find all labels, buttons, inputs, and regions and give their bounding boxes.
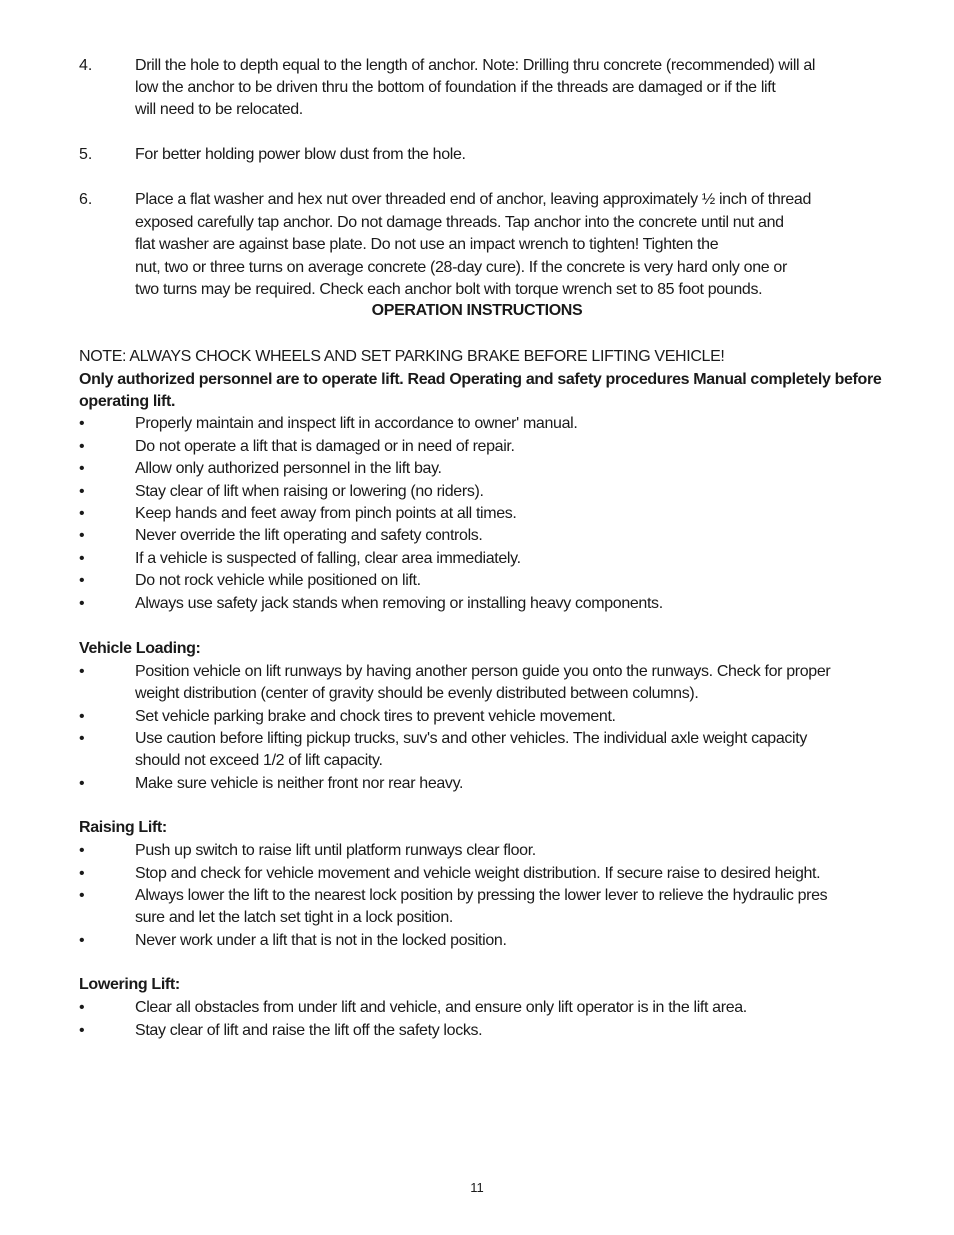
bullet-icon: •: [79, 595, 85, 612]
step-text: will need to be relocated.: [135, 101, 303, 118]
bullet-icon: •: [79, 775, 85, 792]
step-number: 5.: [79, 146, 93, 163]
bullet-icon: •: [79, 460, 85, 477]
list-item: Allow only authorized personnel in the lift bay.: [135, 460, 442, 477]
list-item: If a vehicle is suspected of falling, clear area immediately.: [135, 550, 521, 567]
list-item: Clear all obstacles from under lift and vehicle, and ensure only lift operator is in the lift area.: [135, 999, 747, 1016]
list-item: sure and let the latch set tight in a lock position.: [135, 909, 453, 926]
list-item: weight distribution (center of gravity should be evenly distributed between columns).: [135, 685, 699, 702]
list-item: Stay clear of lift and raise the lift off the safety locks.: [135, 1022, 483, 1039]
bullet-icon: •: [79, 842, 85, 859]
list-item: should not exceed 1/2 of lift capacity.: [135, 752, 383, 769]
list-item: Stay clear of lift when raising or lowering (no riders).: [135, 483, 484, 500]
step-text: flat washer are against base plate. Do not use an impact wrench to tighten! Tighten the: [135, 236, 719, 253]
bullet-icon: •: [79, 527, 85, 544]
list-item: Properly maintain and inspect lift in accordance to owner' manual.: [135, 415, 578, 432]
bullet-icon: •: [79, 572, 85, 589]
bullet-icon: •: [79, 415, 85, 432]
page-number: 11: [470, 1180, 484, 1195]
bullet-icon: •: [79, 887, 85, 904]
bullet-icon: •: [79, 438, 85, 455]
subsection-heading: Vehicle Loading:: [79, 640, 201, 657]
bullet-icon: •: [79, 550, 85, 567]
bullet-icon: •: [79, 663, 85, 680]
bullet-icon: •: [79, 932, 85, 949]
list-item: Make sure vehicle is neither front nor rear heavy.: [135, 775, 464, 792]
bullet-icon: •: [79, 505, 85, 522]
step-text: exposed carefully tap anchor. Do not damage threads. Tap anchor into the concrete until nut and: [135, 214, 784, 231]
list-item: Always use safety jack stands when removing or installing heavy components.: [135, 595, 663, 612]
list-item: Never override the lift operating and safety controls.: [135, 527, 483, 544]
subsection-heading: Lowering Lift:: [79, 976, 180, 993]
list-item: Never work under a lift that is not in the locked position.: [135, 932, 507, 949]
list-item: Do not rock vehicle while positioned on lift.: [135, 572, 421, 589]
list-item: Always lower the lift to the nearest lock position by pressing the lower lever to relieve the hydraulic pres: [135, 887, 828, 904]
step-text: Drill the hole to depth equal to the length of anchor. Note: Drilling thru concrete (recommended) will al: [135, 57, 816, 74]
step-text: Place a flat washer and hex nut over threaded end of anchor, leaving approximately ½ inch of thread: [135, 191, 812, 208]
step-number: 6.: [79, 191, 93, 208]
step-text: For better holding power blow dust from the hole.: [135, 146, 466, 163]
warning-note: NOTE: ALWAYS CHOCK WHEELS AND SET PARKING BRAKE BEFORE LIFTING VEHICLE!: [79, 348, 725, 365]
step-text: two turns may be required. Check each anchor bolt with torque wrench set to 85 foot pounds.: [135, 281, 763, 298]
list-item: Set vehicle parking brake and chock tires to prevent vehicle movement.: [135, 708, 616, 725]
authorized-notice: Only authorized personnel are to operate lift. Read Operating and safety procedures Manual completely before: [79, 371, 882, 388]
bullet-icon: •: [79, 708, 85, 725]
bullet-icon: •: [79, 999, 85, 1016]
step-number: 4.: [79, 57, 93, 74]
list-item: Stop and check for vehicle movement and vehicle weight distribution. If secure raise to desired height.: [135, 865, 821, 882]
bullet-icon: •: [79, 730, 85, 747]
authorized-notice: operating lift.: [79, 393, 176, 410]
list-item: Push up switch to raise lift until platform runways clear floor.: [135, 842, 536, 859]
list-item: Keep hands and feet away from pinch points at all times.: [135, 505, 517, 522]
list-item: Do not operate a lift that is damaged or in need of repair.: [135, 438, 515, 455]
section-heading: OPERATION INSTRUCTIONS: [371, 302, 583, 319]
bullet-icon: •: [79, 865, 85, 882]
list-item: Position vehicle on lift runways by having another person guide you onto the runways. Check for proper: [135, 663, 831, 680]
list-item: Use caution before lifting pickup trucks, suv's and other vehicles. The individual axle weight capacity: [135, 730, 807, 747]
step-text: low the anchor to be driven thru the bottom of foundation if the threads are damaged or if the lift: [135, 79, 776, 96]
bullet-icon: •: [79, 483, 85, 500]
subsection-heading: Raising Lift:: [79, 819, 167, 836]
step-text: nut, two or three turns on average concrete (28-day cure). If the concrete is very hard only one or: [135, 259, 787, 276]
bullet-icon: •: [79, 1022, 85, 1039]
